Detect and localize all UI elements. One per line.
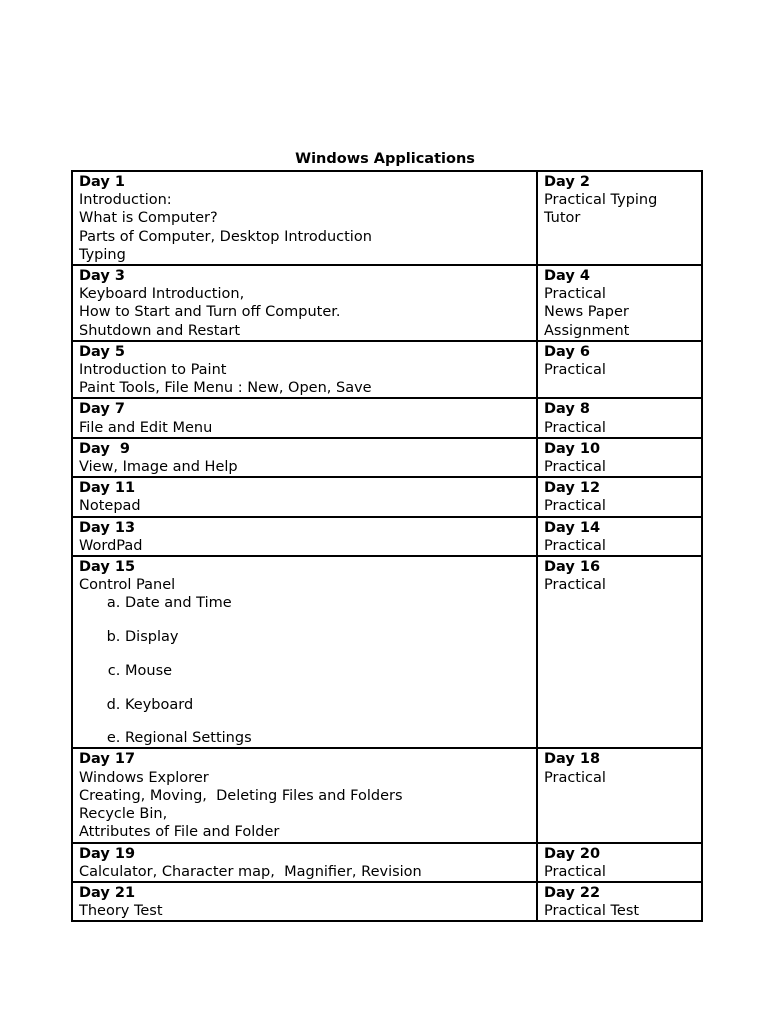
topic-line: File and Edit Menu — [79, 419, 213, 436]
topic-line: Practical — [544, 577, 606, 594]
practical-cell — [537, 265, 702, 341]
practical-cell — [537, 398, 702, 437]
day-label: Day 2 — [544, 174, 590, 190]
sublist-item: b. Display — [125, 628, 530, 646]
day-label: Day 7 — [79, 401, 125, 418]
practical-cell — [537, 341, 702, 399]
topic-line: Practical — [544, 769, 606, 786]
theory-cell — [72, 556, 537, 748]
topic-line: Calculator, Character map, Magnifier, Revision — [79, 863, 422, 880]
theory-cell — [72, 171, 537, 265]
topic-line: How to Start and Turn off Computer. — [79, 304, 341, 321]
day-label: Day 14 — [544, 519, 601, 536]
topic-line: Practical — [544, 537, 606, 554]
day-label: Day 13 — [79, 519, 136, 536]
topic-line: Creating, Moving, Deleting Files and Folders — [79, 787, 403, 804]
topic-line: Practical — [544, 498, 606, 515]
topic-line: Practical — [544, 362, 606, 379]
topic-line: Theory Test — [79, 903, 163, 920]
topic-line: Keyboard Introduction, — [79, 286, 245, 303]
topic-line: Control Panel — [79, 577, 176, 594]
schedule-row — [72, 341, 702, 399]
day-label: Day 6 — [544, 343, 590, 360]
day-label: Day 18 — [544, 751, 601, 768]
schedule-row — [72, 438, 702, 477]
schedule-body — [72, 171, 702, 921]
theory-cell — [72, 341, 537, 399]
topic-line: Introduction: — [79, 192, 172, 209]
sublist-item: a. Date and Time — [125, 594, 530, 612]
practical-cell — [537, 882, 702, 921]
topic-line: Parts of Computer, Desktop Introduction — [79, 228, 372, 245]
day-label: Day 4 — [544, 268, 590, 285]
schedule-row — [72, 398, 702, 437]
schedule-row — [72, 517, 702, 556]
topic-line: Practical — [544, 419, 606, 436]
sublist-item: d. Keyboard — [125, 696, 530, 714]
day-label: Day 1 — [79, 174, 125, 190]
theory-cell — [72, 748, 537, 842]
topic-line: Introduction to Paint — [79, 362, 227, 379]
practical-cell — [537, 517, 702, 556]
schedule-row — [72, 477, 702, 516]
topic-line: Practical — [544, 863, 606, 880]
theory-cell — [72, 398, 537, 437]
day-label: Day 5 — [79, 343, 125, 360]
practical-cell — [537, 556, 702, 748]
day-label: Day 12 — [544, 480, 601, 497]
day-label: Day 22 — [544, 884, 601, 901]
day-label: Day 15 — [79, 559, 136, 576]
practical-cell — [537, 438, 702, 477]
day-label: Day 17 — [79, 751, 136, 768]
theory-cell — [72, 265, 537, 341]
topic-line: News Paper — [544, 304, 629, 321]
theory-cell — [72, 843, 537, 882]
topic-line: Practical Typing — [544, 192, 658, 209]
topic-line: Practical — [544, 459, 606, 476]
theory-cell — [72, 882, 537, 921]
schedule-row — [72, 748, 702, 842]
practical-cell — [537, 171, 702, 265]
topic-line: Tutor — [544, 210, 581, 227]
topic-line: Assignment — [544, 322, 630, 339]
schedule-row — [72, 843, 702, 882]
schedule-row — [72, 265, 702, 341]
schedule-row — [72, 556, 702, 748]
day-label: Day 19 — [79, 845, 136, 862]
topic-line: View, Image and Help — [79, 459, 238, 476]
day-label: Day 20 — [544, 845, 601, 862]
day-label: Day 21 — [79, 884, 136, 901]
theory-cell — [72, 517, 537, 556]
topic-line: Attributes of File and Folder — [79, 824, 280, 841]
practical-cell — [537, 748, 702, 842]
day-label: Day 16 — [544, 559, 601, 576]
topic-line: WordPad — [79, 537, 143, 554]
document-title: Windows Applications — [295, 151, 475, 167]
schedule-row — [72, 171, 702, 265]
topic-line: Shutdown and Restart — [79, 322, 241, 339]
topic-sublist — [79, 594, 530, 747]
practical-cell — [537, 843, 702, 882]
day-label: Day 3 — [79, 268, 125, 285]
topic-line: What is Computer? — [79, 210, 218, 227]
day-label: Day 9 — [79, 440, 131, 457]
topic-line: Typing — [79, 246, 126, 263]
topic-line: Notepad — [79, 498, 141, 515]
topic-line: Windows Explorer — [79, 769, 209, 786]
day-label: Day 11 — [79, 480, 136, 497]
topic-line: Practical Test — [544, 903, 640, 920]
topic-line: Practical — [544, 286, 606, 303]
theory-cell — [72, 438, 537, 477]
practical-cell — [537, 477, 702, 516]
day-label: Day 10 — [544, 440, 601, 457]
schedule-table — [71, 170, 703, 922]
sublist-item: e. Regional Settings — [125, 729, 530, 747]
topic-line: Paint Tools, File Menu : New, Open, Save — [79, 380, 372, 397]
theory-cell — [72, 477, 537, 516]
schedule-row — [72, 882, 702, 921]
sublist-item: c. Mouse — [125, 662, 530, 680]
day-label: Day 8 — [544, 401, 590, 418]
topic-line: Recycle Bin, — [79, 806, 168, 823]
